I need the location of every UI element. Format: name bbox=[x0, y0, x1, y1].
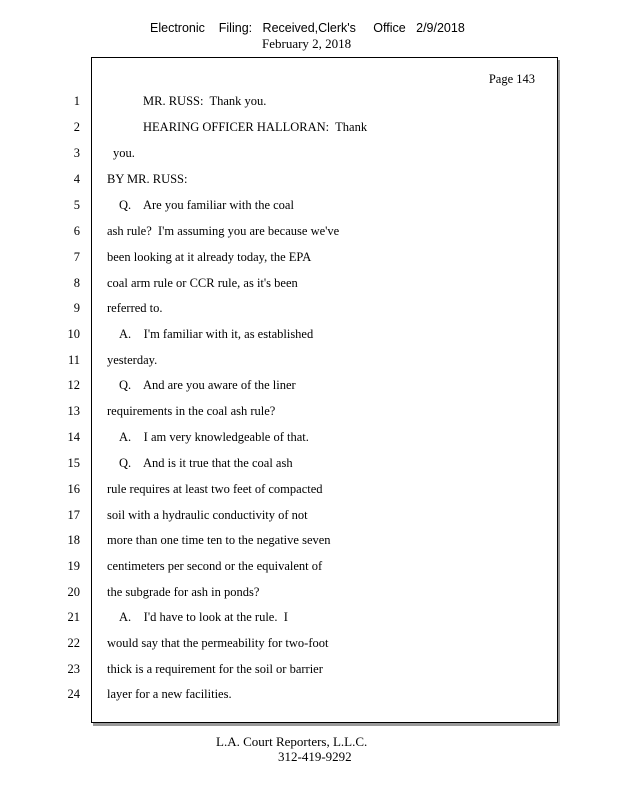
line-number: 5 bbox=[73, 198, 80, 212]
line-number: 13 bbox=[67, 404, 80, 418]
line-number: 16 bbox=[67, 482, 80, 496]
transcript-line: A. I'd have to look at the rule. I bbox=[119, 610, 288, 624]
electronic-filing-header bbox=[0, 19, 618, 53]
transcript-line: Q. Are you familiar with the coal bbox=[119, 198, 294, 212]
line-number: 1 bbox=[73, 94, 80, 108]
line-number: 21 bbox=[67, 610, 80, 624]
line-number: 17 bbox=[67, 508, 80, 522]
transcript-line: would say that the permeability for two-foot bbox=[107, 636, 329, 650]
filing-date: February 2, 2018 bbox=[262, 36, 352, 51]
transcript-line: you. bbox=[113, 146, 135, 160]
transcript-line: layer for a new facilities. bbox=[107, 687, 232, 701]
filing-stamp-line: Electronic Filing: Received,Clerk's Office 2/9/2018 bbox=[150, 21, 465, 35]
transcript-line: A. I'm familiar with it, as established bbox=[119, 327, 314, 341]
transcript-line: soil with a hydraulic conductivity of not bbox=[107, 508, 308, 522]
transcript-line: Q. And is it true that the coal ash bbox=[119, 456, 293, 470]
transcript-line: referred to. bbox=[107, 301, 163, 315]
line-number-column bbox=[0, 0, 91, 800]
line-number: 10 bbox=[67, 327, 80, 341]
court-reporter-name: L.A. Court Reporters, L.L.C. bbox=[216, 734, 368, 749]
transcript-line: requirements in the coal ash rule? bbox=[107, 404, 276, 418]
transcript-line: the subgrade for ash in ponds? bbox=[107, 585, 260, 599]
line-number: 18 bbox=[67, 533, 80, 547]
line-number: 24 bbox=[67, 687, 80, 701]
line-number: 22 bbox=[67, 636, 80, 650]
line-number: 4 bbox=[73, 172, 80, 186]
line-number: 14 bbox=[67, 430, 80, 444]
transcript-line: yesterday. bbox=[107, 353, 158, 367]
line-number: 3 bbox=[73, 146, 80, 160]
transcript-line: HEARING OFFICER HALLORAN: Thank bbox=[143, 120, 368, 134]
transcript-line: thick is a requirement for the soil or barrier bbox=[107, 662, 323, 676]
page-number: Page 143 bbox=[488, 72, 535, 86]
transcript-line: been looking at it already today, the EPA bbox=[107, 250, 312, 264]
transcript-line: A. I am very knowledgeable of that. bbox=[119, 430, 309, 444]
line-number: 6 bbox=[73, 224, 80, 238]
line-number: 2 bbox=[73, 120, 80, 134]
transcript-line: centimeters per second or the equivalent of bbox=[107, 559, 323, 573]
line-number: 8 bbox=[73, 276, 80, 290]
transcript-line: ash rule? I'm assuming you are because we've bbox=[107, 224, 340, 238]
line-number: 12 bbox=[67, 378, 80, 392]
transcript-line: coal arm rule or CCR rule, as it's been bbox=[107, 276, 298, 290]
line-number: 19 bbox=[67, 559, 80, 573]
transcript-line: MR. RUSS: Thank you. bbox=[143, 94, 267, 108]
line-number: 7 bbox=[73, 250, 80, 264]
court-reporter-phone: 312-419-9292 bbox=[278, 749, 352, 764]
line-number: 9 bbox=[73, 301, 80, 315]
line-number: 15 bbox=[67, 456, 80, 470]
transcript-line: rule requires at least two feet of compacted bbox=[107, 482, 323, 496]
transcript-line: more than one time ten to the negative seven bbox=[107, 533, 331, 547]
line-number: 20 bbox=[67, 585, 80, 599]
transcript-line: BY MR. RUSS: bbox=[107, 172, 188, 186]
line-number: 23 bbox=[67, 662, 80, 676]
court-reporter-footer bbox=[0, 732, 618, 772]
transcript-line: Q. And are you aware of the liner bbox=[119, 378, 296, 392]
line-number: 11 bbox=[67, 353, 80, 367]
